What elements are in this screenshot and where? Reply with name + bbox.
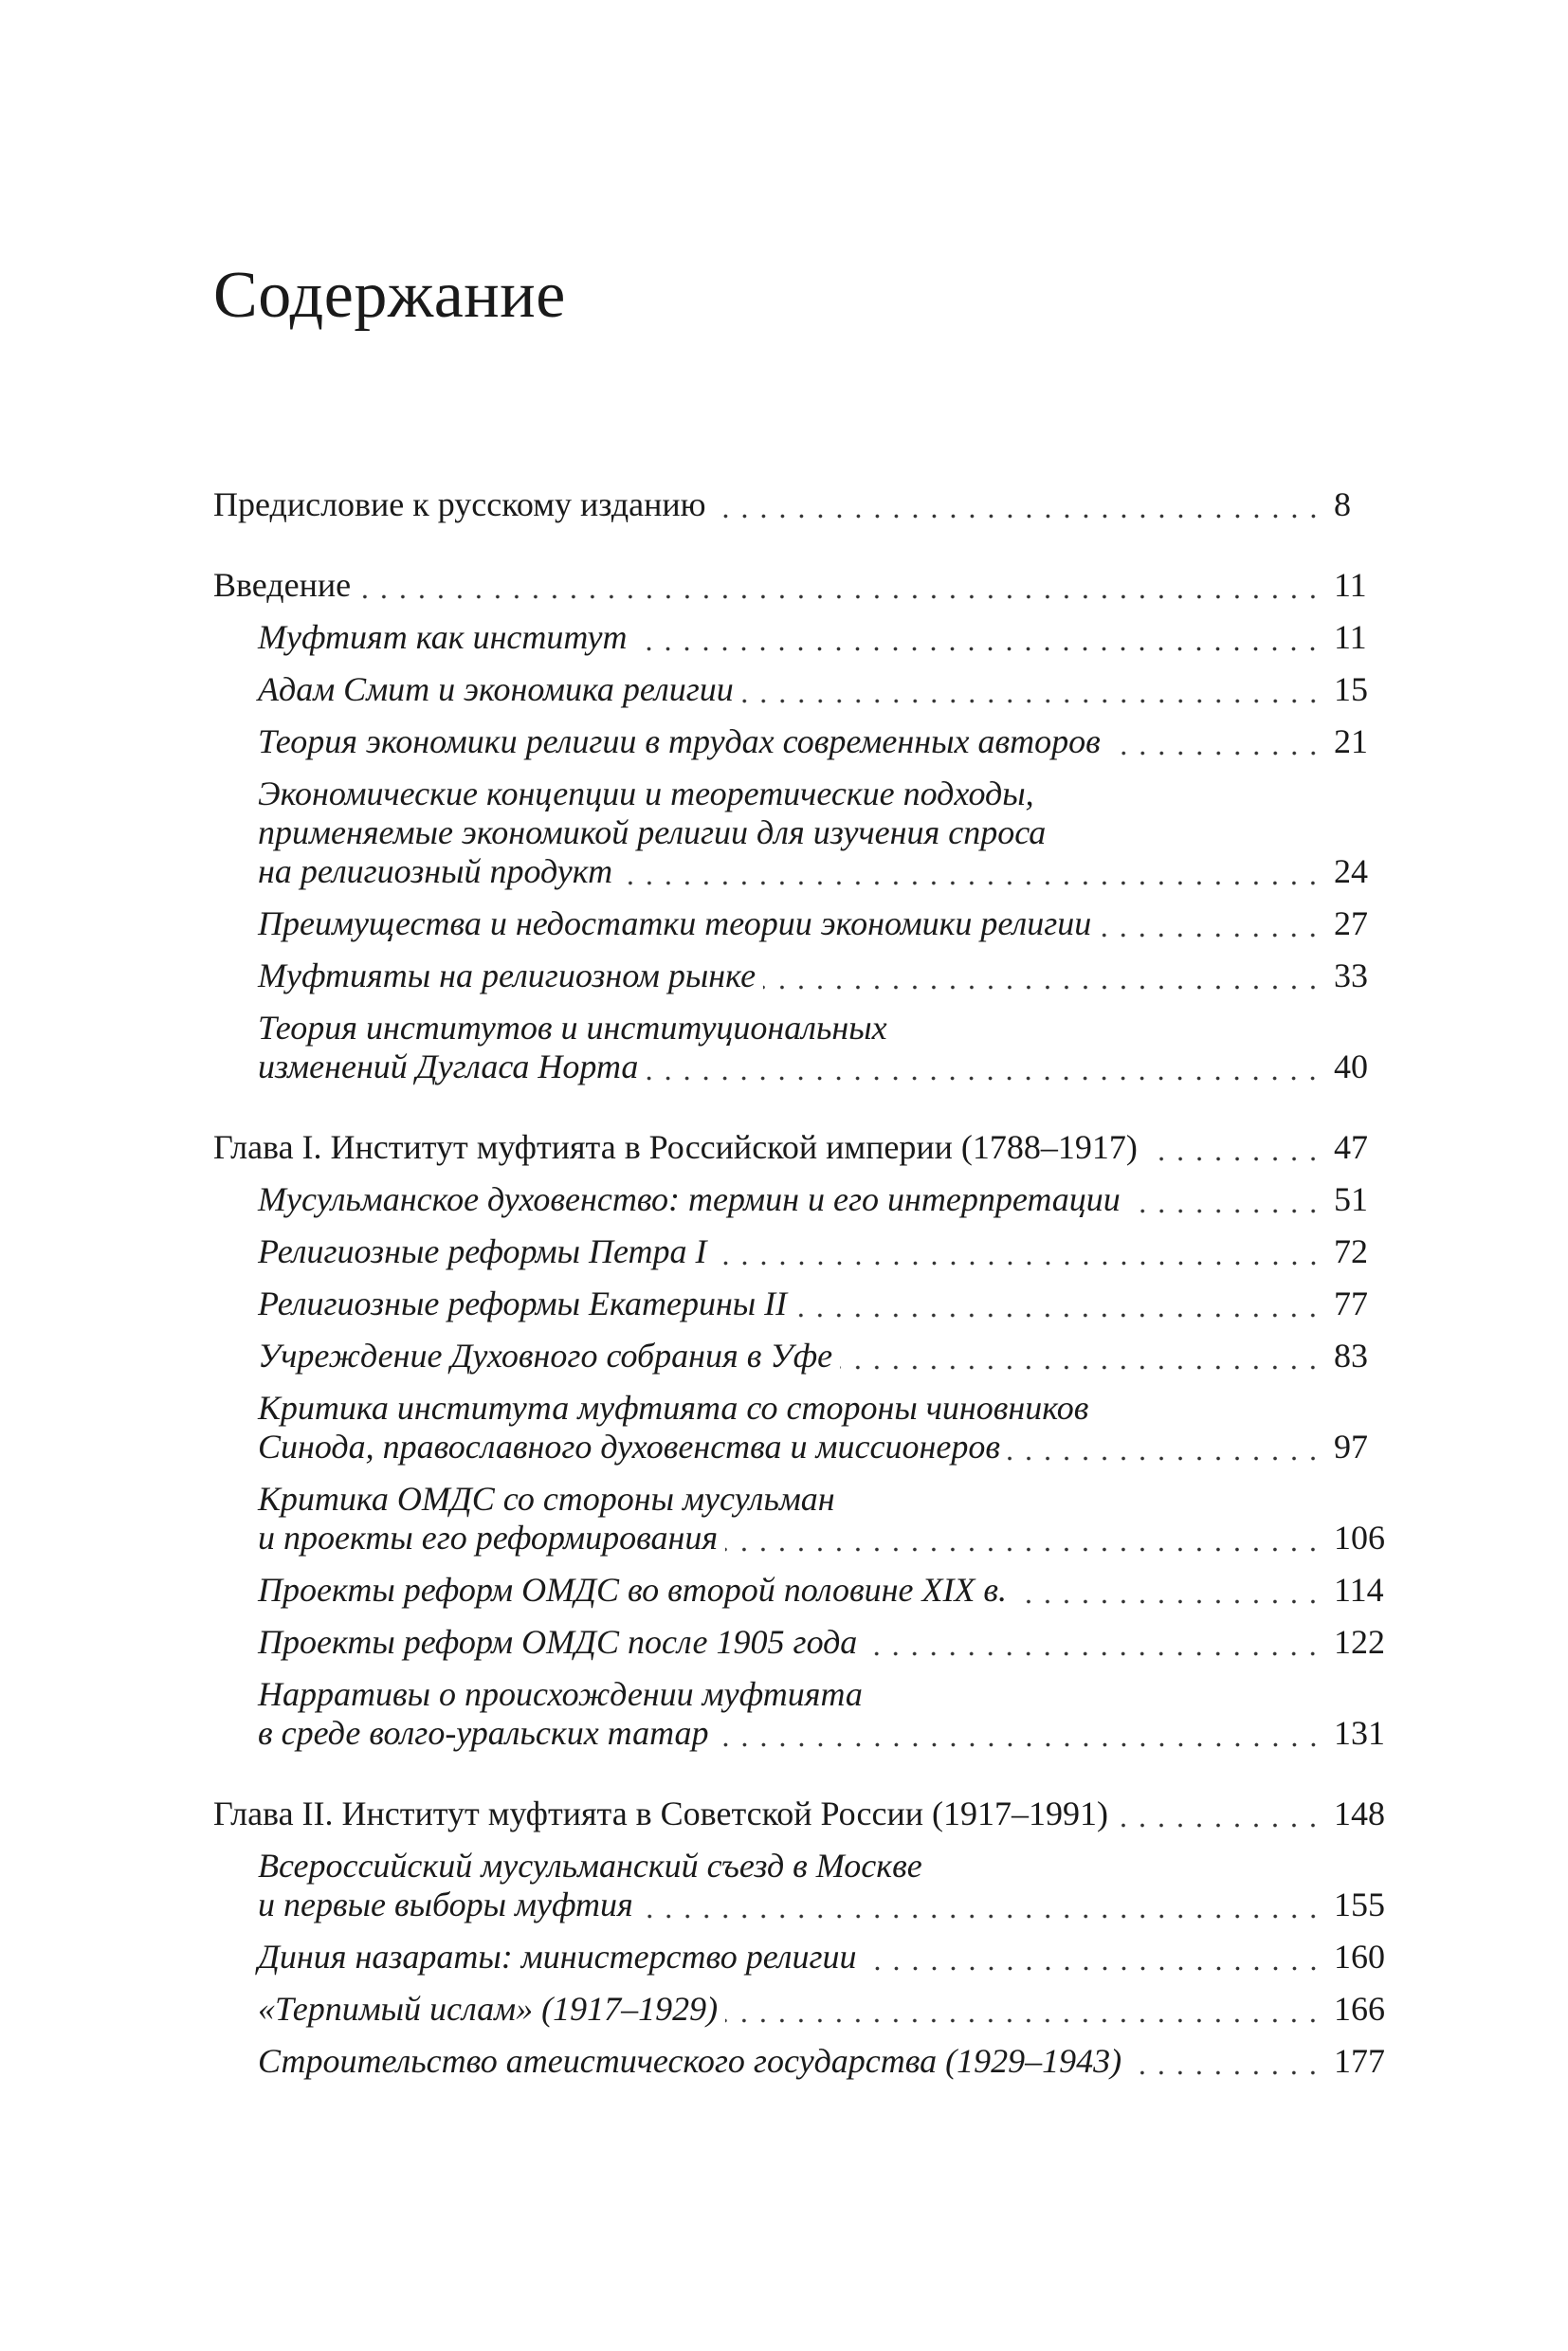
dot-leader: [1099, 904, 1322, 943]
entry-title-line: Всероссийский мусульманский съезд в Москве: [258, 1847, 922, 1885]
entry-title-line: и проекты его реформирования: [258, 1519, 719, 1557]
dot-leader: [646, 1048, 1322, 1086]
page-number: 166: [1334, 1990, 1385, 2028]
dot-leader: [358, 566, 1322, 605]
dot-leader: [717, 1714, 1322, 1753]
entry-row: [258, 1519, 1394, 1558]
page-number: 15: [1334, 670, 1368, 708]
entry-title-line: Нарративы о происхождении муфтията: [258, 1675, 863, 1713]
entry-row: [258, 1938, 1394, 1977]
dot-leader: [865, 1938, 1322, 1977]
entry-row: [258, 1048, 1394, 1086]
page-number: 177: [1334, 2042, 1385, 2080]
toc-section-entry: [213, 1232, 1394, 1271]
dot-leader: [794, 1285, 1322, 1323]
page-title: Содержание: [213, 259, 566, 332]
entry-row: [213, 485, 1394, 524]
page-number: 24: [1334, 852, 1368, 890]
entry-title-line: Религиозные реформы Екатерины II: [258, 1285, 788, 1322]
entry-row: [258, 852, 1394, 891]
entry-row: [258, 2042, 1394, 2081]
entry-title-line: Адам Смит и экономика религии: [258, 670, 734, 708]
toc-section-entry: [213, 1480, 1394, 1558]
entry-row: [258, 1285, 1394, 1323]
entry-row: [213, 1795, 1394, 1833]
page-number: 114: [1334, 1571, 1384, 1609]
entry-title-line: Муфтият как институт: [258, 618, 628, 656]
dot-leader: [865, 1623, 1322, 1662]
dot-leader: [1116, 1795, 1322, 1833]
page-number: 77: [1334, 1285, 1368, 1322]
table-of-contents: [213, 485, 1394, 2081]
entry-row: [258, 1990, 1394, 2029]
entry-row: [213, 1128, 1394, 1167]
entry-title-line: Строительство атеистического государства (1929–1943): [258, 2042, 1122, 2080]
entry-title-line: Экономические концепции и теоретические подходы,: [258, 775, 1034, 812]
page-number: 148: [1334, 1795, 1385, 1832]
entry-row: [258, 1180, 1394, 1219]
toc-section-entry: [213, 904, 1394, 943]
dot-leader: [1108, 722, 1322, 761]
entry-title-line: изменений Дугласа Норта: [258, 1048, 639, 1085]
entry-title-line: Теория экономики религии в трудах современных авторов: [258, 722, 1101, 760]
toc-section-entry: [213, 1675, 1394, 1753]
toc-section-entry: [213, 1938, 1394, 1977]
toc-section-entry: [213, 957, 1394, 995]
page-number: 40: [1334, 1048, 1368, 1085]
entry-title-line: Критика института муфтията со стороны чиновников: [258, 1389, 1089, 1427]
page-number: 106: [1334, 1519, 1385, 1557]
page-number: 11: [1334, 618, 1367, 656]
toc-section-entry: [213, 670, 1394, 709]
page-number: 11: [1334, 566, 1367, 604]
dot-leader: [1145, 1128, 1322, 1167]
page-number: 27: [1334, 904, 1368, 942]
entry-row: [258, 670, 1394, 709]
page-number: 33: [1334, 957, 1368, 994]
entry-title-line: Проекты реформ ОМДС во второй половине XIX в.: [258, 1571, 1008, 1609]
dot-leader: [620, 852, 1322, 891]
entry-title-line: на религиозный продукт: [258, 852, 613, 890]
entry-title-line: «Терпимый ислам» (1917–1929): [258, 1990, 719, 2028]
toc-section-entry: [213, 1180, 1394, 1219]
page-number: 155: [1334, 1886, 1385, 1923]
dot-leader: [725, 1519, 1322, 1558]
entry-row: [258, 722, 1394, 761]
dot-leader: [1128, 1180, 1322, 1219]
page-number: 160: [1334, 1938, 1385, 1976]
toc-section-entry: [213, 1623, 1394, 1662]
dot-leader: [1014, 1571, 1322, 1610]
entry-title-line: Теория институтов и институциональных: [258, 1009, 887, 1047]
entry-title-line: Муфтияты на религиозном рынке: [258, 957, 757, 994]
entry-row: [258, 904, 1394, 943]
entry-row: [258, 1886, 1394, 1924]
page-number: 122: [1334, 1623, 1385, 1661]
entry-title-line: Глава I. Институт муфтията в Российской империи (1788–1917): [213, 1128, 1138, 1166]
entry-title-line: Предисловие к русскому изданию: [213, 485, 706, 523]
toc-section-entry: [213, 1285, 1394, 1323]
entry-title-line: Мусульманское духовенство: термин и его интерпретации: [258, 1180, 1121, 1218]
entry-row: [258, 1571, 1394, 1610]
entry-title-line: в среде волго-уральских татар: [258, 1714, 709, 1752]
toc-chapter-entry: [213, 1795, 1394, 1833]
entry-title-line: Учреждение Духовного собрания в Уфе: [258, 1337, 833, 1375]
page-number: 47: [1334, 1128, 1368, 1166]
entry-row: [258, 1428, 1394, 1467]
entry-row: [258, 1623, 1394, 1662]
dot-leader: [840, 1337, 1322, 1376]
entry-title-line: применяемые экономикой религии для изучения спроса: [258, 813, 1047, 851]
entry-row: [258, 1232, 1394, 1271]
page-number: 97: [1334, 1428, 1368, 1466]
page-number: 21: [1334, 722, 1368, 760]
entry-row: [258, 1714, 1394, 1753]
entry-title-line: Глава II. Институт муфтията в Советской России (1917–1991): [213, 1795, 1109, 1832]
entry-title-line: Диния назараты: министерство религии: [258, 1938, 857, 1976]
dot-leader: [725, 1990, 1322, 2029]
toc-section-entry: [213, 1337, 1394, 1376]
page-number: 72: [1334, 1232, 1368, 1270]
page-number: 8: [1334, 485, 1351, 523]
dot-leader: [715, 1232, 1322, 1271]
entry-row: [213, 566, 1394, 605]
toc-chapter-entry: [213, 566, 1394, 605]
page-number: 51: [1334, 1180, 1368, 1218]
page-number: 131: [1334, 1714, 1385, 1752]
toc-section-entry: [213, 618, 1394, 657]
entry-title-line: Введение: [213, 566, 352, 604]
dot-leader: [641, 1886, 1322, 1924]
dot-leader: [741, 670, 1322, 709]
page-number: 83: [1334, 1337, 1368, 1375]
toc-section-entry: [213, 775, 1394, 891]
toc-section-entry: [213, 1990, 1394, 2029]
entry-title-line: и первые выборы муфтия: [258, 1886, 633, 1923]
toc-section-entry: [213, 722, 1394, 761]
toc-chapter-entry: [213, 1128, 1394, 1167]
entry-title-line: Преимущества и недостатки теории экономики религии: [258, 904, 1092, 942]
toc-section-entry: [213, 1571, 1394, 1610]
entry-row: [258, 957, 1394, 995]
entry-row: [258, 618, 1394, 657]
dot-leader: [763, 957, 1322, 995]
entry-title-line: Религиозные реформы Петра I: [258, 1232, 707, 1270]
entry-row: [258, 1337, 1394, 1376]
toc-section-entry: [213, 1009, 1394, 1086]
entry-title-line: Синода, православного духовенства и миссионеров: [258, 1428, 1000, 1466]
entry-title-line: Критика ОМДС со стороны мусульман: [258, 1480, 835, 1518]
dot-leader: [1008, 1428, 1322, 1467]
toc-chapter-entry: [213, 485, 1394, 524]
toc-section-entry: [213, 1389, 1394, 1467]
toc-section-entry: [213, 2042, 1394, 2081]
toc-section-entry: [213, 1847, 1394, 1924]
dot-leader: [1129, 2042, 1322, 2081]
dot-leader: [714, 485, 1322, 524]
entry-title-line: Проекты реформ ОМДС после 1905 года: [258, 1623, 858, 1661]
dot-leader: [634, 618, 1322, 657]
